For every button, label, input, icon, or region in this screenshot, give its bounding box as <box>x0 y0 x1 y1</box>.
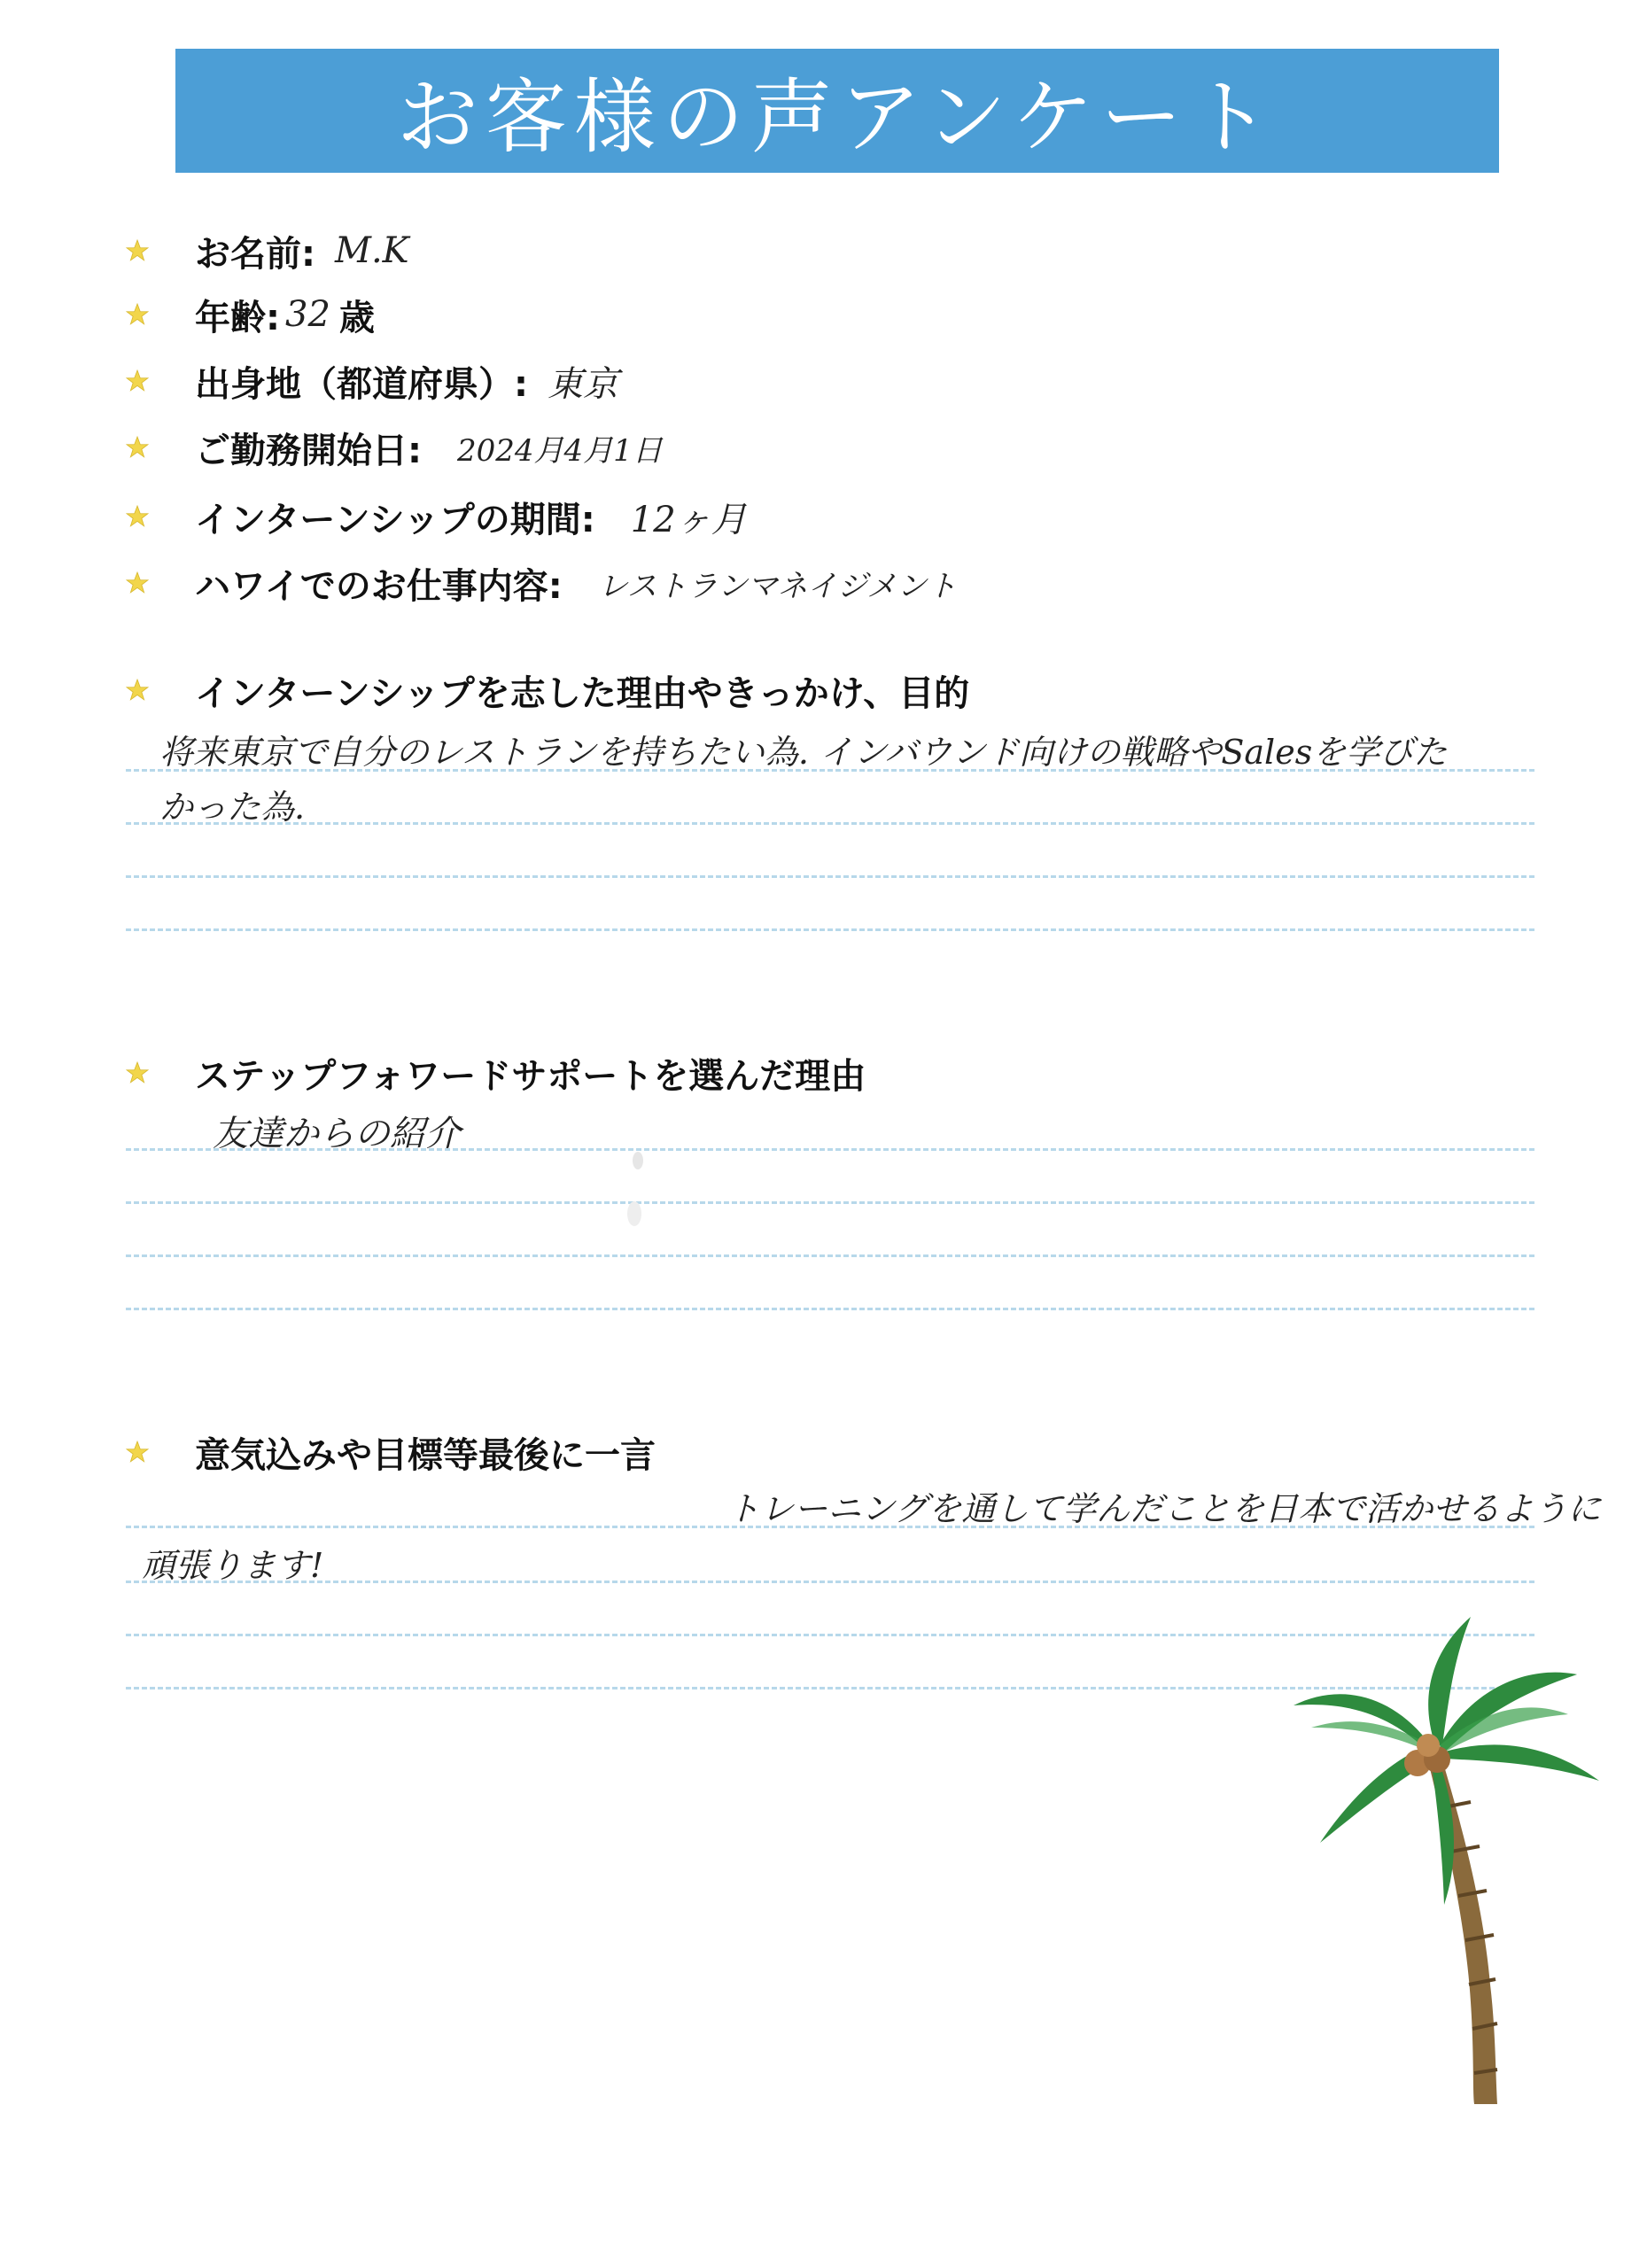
star-icon <box>126 436 149 459</box>
star-icon <box>126 571 149 594</box>
section-message-title <box>126 1427 656 1477</box>
field-label-internship-period: インターンシップの期間: <box>195 499 595 540</box>
star-icon <box>126 239 149 262</box>
field-start-date <box>126 421 663 474</box>
section-heading: 意気込みや目標等最後に一言 <box>195 1434 656 1476</box>
field-suffix-age: 歳 <box>338 297 375 338</box>
ruled-line <box>126 769 1534 772</box>
star-icon <box>126 303 149 326</box>
field-value-hometown: 東京 <box>548 363 618 405</box>
field-hometown <box>126 354 618 408</box>
answer-line: トレーニングを通して学んだことを日本で活かせるように <box>726 1489 1602 1528</box>
field-value-start-date: 2024月4月1日 <box>457 432 663 469</box>
ruled-line <box>126 928 1534 931</box>
field-label-name: お名前: <box>195 233 315 275</box>
field-internship-period <box>126 490 747 543</box>
page-title: お客様の声アンケート <box>396 70 1278 165</box>
title-banner <box>175 49 1499 173</box>
section-reason-title <box>126 665 969 715</box>
ruled-line <box>126 1308 1534 1310</box>
answer-line: 頑張ります! <box>142 1546 324 1585</box>
ruled-line <box>126 822 1534 825</box>
field-label-age: 年齢: <box>195 297 280 338</box>
section-heading: ステップフォワードサポートを選んだ理由 <box>195 1055 866 1097</box>
field-age <box>126 288 375 341</box>
scan-smudge <box>620 1143 656 1258</box>
answer-line: 将来東京で自分のレストランを持ちたい為. インバウンド向けの戦略やSalesを学びた <box>159 733 1448 772</box>
ruled-line <box>126 875 1534 878</box>
palm-tree-icon <box>1285 1612 1604 2109</box>
answer-line: かった為. <box>159 788 306 827</box>
field-job-description <box>126 556 957 610</box>
star-icon <box>126 505 149 528</box>
ruled-line <box>126 1148 1534 1151</box>
field-value-internship-period: 12ヶ月 <box>630 499 747 540</box>
field-value-job-description: レストランマネイジメント <box>597 568 958 604</box>
field-value-name: M.K <box>335 230 409 271</box>
star-icon <box>126 1441 149 1464</box>
field-name <box>126 224 409 277</box>
star-icon <box>126 679 149 702</box>
ruled-line <box>126 1581 1534 1583</box>
star-icon <box>126 1061 149 1084</box>
answer-line: 友達からの紹介 <box>213 1114 461 1154</box>
ruled-line <box>126 1254 1534 1257</box>
section-heading: インターンシップを志した理由やきっかけ、目的 <box>195 672 970 714</box>
field-value-age: 32 <box>285 294 330 335</box>
field-label-start-date: ご勤務開始日: <box>195 430 422 471</box>
ruled-line <box>126 1526 1534 1528</box>
section-choice-title <box>126 1048 866 1098</box>
ruled-line <box>126 1201 1534 1204</box>
field-label-hometown: 出身地（都道府県）: <box>195 363 528 405</box>
field-label-job-description: ハワイでのお仕事内容: <box>195 565 563 607</box>
star-icon <box>126 369 149 392</box>
